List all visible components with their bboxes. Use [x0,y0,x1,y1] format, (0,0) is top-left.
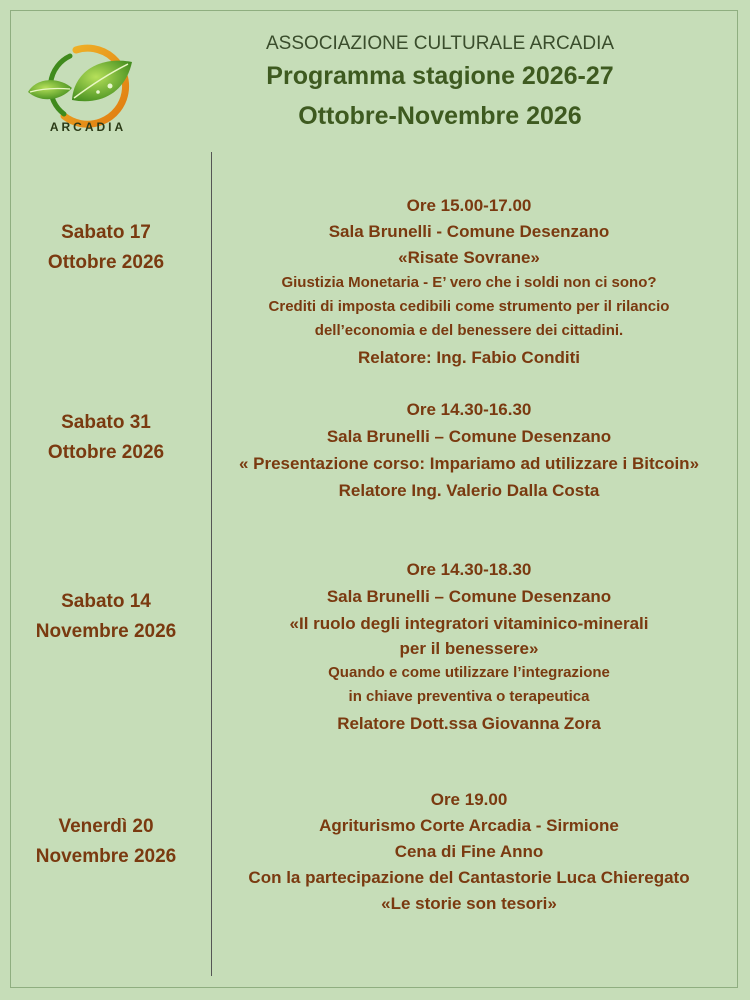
event-date [14,587,198,647]
event-description: Quando e come utilizzare l’integrazione [328,664,610,681]
event-time: Ore 15.00-17.00 [406,196,532,215]
event-date [14,812,198,872]
event-details [214,193,724,373]
column-divider [211,152,212,976]
event-description: «Le storie son tesori» [381,894,557,913]
event-description: Con la partecipazione del Cantastorie Luca Chieregato [248,868,690,887]
event-speaker: Relatore Dott.ssa Giovanna Zora [337,714,601,733]
event-description: Giustizia Monetaria - E’ vero che i soldi non ci sono? [281,274,657,291]
event-description: Crediti di imposta cedibili come strumento per il rilancio [268,298,670,315]
event-title: per il benessere» [399,639,539,658]
event-date [14,218,198,278]
event-description: dell’economia e del benessere dei cittadini. [314,322,624,339]
event-date-day: Sabato 14 [61,591,151,612]
event-date-month: Novembre 2026 [35,621,177,642]
event-date-day: Sabato 31 [61,412,151,433]
event-venue: Agriturismo Corte Arcadia - Sirmione [319,816,619,835]
event-date-day: Sabato 17 [61,222,151,243]
event-title: « Presentazione corso: Impariamo ad utilizzare i Bitcoin» [238,454,700,473]
logo-text: ARCADIA [49,120,127,134]
event-date-month: Ottobre 2026 [47,252,165,273]
program-title: Programma stagione 2026-27 [266,62,614,90]
event-title: «Risate Sovrane» [398,248,540,267]
event-date [14,408,198,468]
event-speaker: Relatore: Ing. Fabio Conditi [358,348,580,367]
event-details [214,396,724,504]
event-details [214,787,724,917]
event-details [214,556,724,739]
event-date-month: Ottobre 2026 [47,442,165,463]
organization-name: ASSOCIAZIONE CULTURALE ARCADIA [265,33,615,54]
event-venue: Sala Brunelli – Comune Desenzano [326,427,612,446]
event-description: in chiave preventiva o terapeutica [348,688,590,705]
event-venue: Sala Brunelli – Comune Desenzano [326,587,612,606]
event-speaker: Relatore Ing. Valerio Dalla Costa [338,481,600,500]
event-title: Cena di Fine Anno [394,842,544,861]
event-title: «Il ruolo degli integratori vitaminico-minerali [289,614,649,633]
event-date-day: Venerdì 20 [58,816,154,837]
event-time: Ore 19.00 [430,790,508,809]
event-date-month: Novembre 2026 [35,846,177,867]
event-time: Ore 14.30-18.30 [406,560,532,579]
event-time: Ore 14.30-16.30 [406,400,532,419]
event-venue: Sala Brunelli - Comune Desenzano [328,222,610,241]
program-period: Ottobre-Novembre 2026 [298,102,582,130]
